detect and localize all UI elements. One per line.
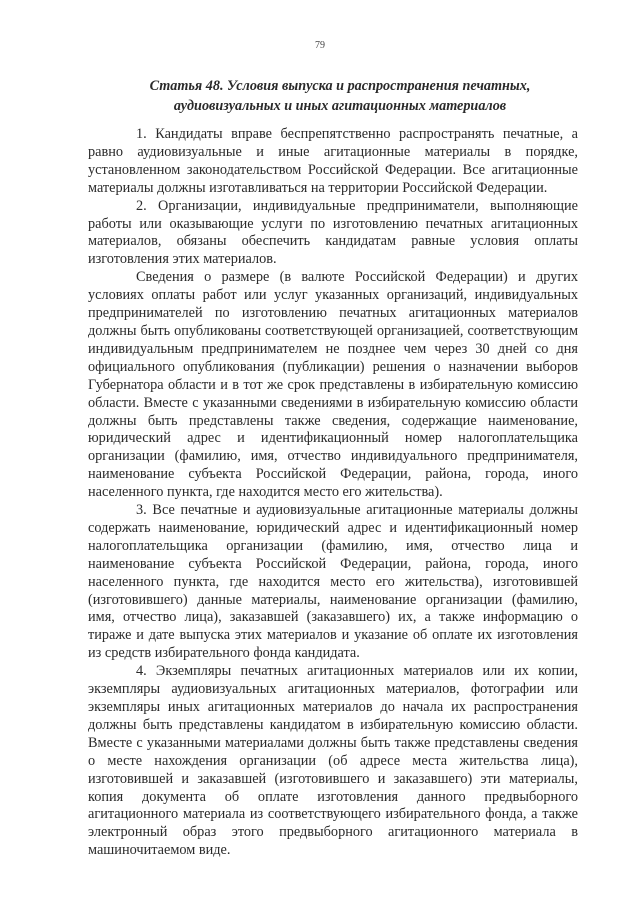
page-number: 79 <box>315 40 325 51</box>
paragraph-3: 3. Все печатные и аудиовизуальные агитационные материалы должны содержать наименование, юридический адрес и идентификационный номер налогоплательщика организации (фамилию, имя, отчество лица и наименование субъекта Российской Федерации, района, города, иного населенного пункта, где находится место его жительства), изготовившей (изготовившего) данные материалы, наименование организации (фамилию, имя, отчество лица), заказавшей (заказавшего) их, а также информацию о тираже и дате выпуска этих материалов и указание об оплате их изготовления из средств избирательного фонда кандидата. <box>88 502 578 662</box>
article-title <box>96 76 584 116</box>
article-title-line-2: аудиовизуальных и иных агитационных материалов <box>173 98 507 114</box>
article-title-line-1: Статья 48. Условия выпуска и распространения печатных, <box>149 78 531 94</box>
paragraph-4: 4. Экземпляры печатных агитационных материалов или их копии, экземпляры аудиовизуальных агитационных материалов, фотографии или экземпляры иных агитационных материалов до начала их распространения должны быть представлены кандидатом в избирательную комиссию области. Вместе с указанными материалами должны быть также представлены сведения о месте нахождения организации (об адресе места жительства лица), изготовившей и заказавшей (изготовившего и заказавшего) эти материалы, копия документа об оплате изготовления данного предвыборного агитационного материала из соответствующего избирательного фонда, а также электронный образ этого предвыборного агитационного материала в машиночитаемом виде. <box>88 663 578 859</box>
paragraph-1: 1. Кандидаты вправе беспрепятственно распространять печатные, а равно аудиовизуальные и иные агитационные материалы в порядке, установленном законодательством Российской Федерации. Все агитационные материалы должны изготавливаться на территории Российской Федерации. <box>88 126 578 196</box>
article-body <box>88 126 578 860</box>
paragraph-2: 2. Организации, индивидуальные предприниматели, выполняющие работы или оказывающие услуги по изготовлению печатных агитационных материалов, обязаны обеспечить кандидатам равные условия оплаты изготовления этих материалов. <box>88 197 578 268</box>
paragraph-2-continued: Сведения о размере (в валюте Российской Федерации) и других условиях оплаты работ или услуг указанных организаций, индивидуальных предпринимателей по изготовлению печатных агитационных материалов должны быть опубликованы соответствующей организацией, соответствующим индивидуальным предпринимателем не позднее чем через 30 дней со дня официального опубликования (публикации) решения о назначении выборов Губернатора области и в тот же срок представлены в избирательную комиссию области. Вместе с указанными сведениями в избирательную комиссию области должны быть представлены также сведения, содержащие наименование, юридический адрес и идентификационный номер налогоплательщика организации (фамилию, имя, отчество индивидуального предпринимателя, наименование субъекта Российской Федерации, района, города, иного населенного пункта, где находится место его жительства). <box>88 269 578 501</box>
